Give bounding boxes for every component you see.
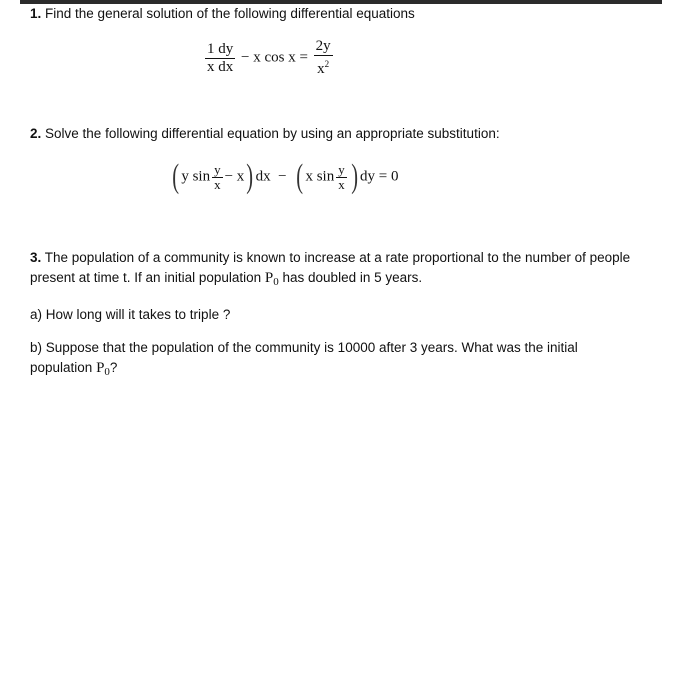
question-3-part-a: a) How long will it takes to triple ? — [30, 307, 231, 322]
question-1-number: 1. — [30, 6, 42, 21]
fraction-y-over-x — [336, 163, 347, 192]
variable-P0 — [265, 270, 279, 286]
question-1-prompt — [30, 4, 415, 24]
question-3-text-line1: The population of a community is known to increase at a rate proportional to the number of people — [44, 250, 631, 265]
equation-middle-term: − x cos x = — [241, 49, 308, 66]
term-x-sin: x sin — [305, 168, 335, 185]
question-2-text: Solve the following differential equation by using an appropriate substitution: — [45, 126, 500, 141]
denominator-exponent: 2 — [324, 59, 330, 69]
fraction-numerator: y — [338, 161, 345, 177]
left-paren: ( — [296, 158, 304, 195]
denominator-base: x — [317, 61, 325, 77]
question-2-number: 2. — [30, 126, 42, 141]
subscript-0: 0 — [104, 366, 110, 378]
term-dy-equals-zero: dy = 0 — [360, 168, 399, 185]
fraction-numerator: 2y — [315, 38, 331, 54]
fraction-dy-dx — [205, 41, 235, 76]
operator-minus: − — [278, 168, 287, 185]
question-3-text-line2b: has doubled in 5 years. — [282, 270, 423, 285]
term-y-sin: y sin — [181, 168, 211, 185]
variable-P: P — [264, 270, 274, 286]
right-paren: ) — [350, 158, 358, 195]
fraction-numerator: y — [214, 161, 221, 177]
fraction-y-over-x — [212, 163, 223, 192]
question-mark: ? — [109, 360, 118, 375]
variable-P: P — [96, 360, 105, 376]
fraction-denominator: x — [338, 176, 345, 192]
fraction-2y-x2 — [314, 38, 333, 78]
term-dx: dx — [255, 168, 271, 185]
question-3-number: 3. — [30, 250, 42, 265]
fraction-denominator — [314, 56, 333, 78]
question-2-prompt — [30, 124, 500, 144]
question-1-text: Find the general solution of the following differential equations — [45, 6, 415, 21]
right-paren: ) — [246, 158, 254, 195]
term-minus-x: − x — [224, 168, 245, 185]
question-3-line-2 — [30, 268, 422, 292]
fraction-denominator: x dx — [207, 58, 234, 75]
variable-P0 — [96, 360, 110, 376]
question-3-part-b-line-2 — [30, 358, 117, 382]
question-3-part-b-line-1: b) Suppose that the population of the community is 10000 after 3 years. What was the initial — [30, 340, 578, 355]
question-1-equation — [203, 38, 335, 78]
left-paren: ( — [172, 158, 180, 195]
question-3-line-1 — [30, 248, 630, 268]
question-3-text-line2a: present at time t. If an initial population — [30, 270, 262, 285]
question-2-equation — [170, 160, 399, 194]
fraction-numerator: 1 dy — [207, 40, 234, 57]
subscript-0: 0 — [273, 276, 279, 288]
question-3-part-b-text: population — [30, 360, 93, 375]
fraction-denominator: x — [214, 176, 221, 192]
